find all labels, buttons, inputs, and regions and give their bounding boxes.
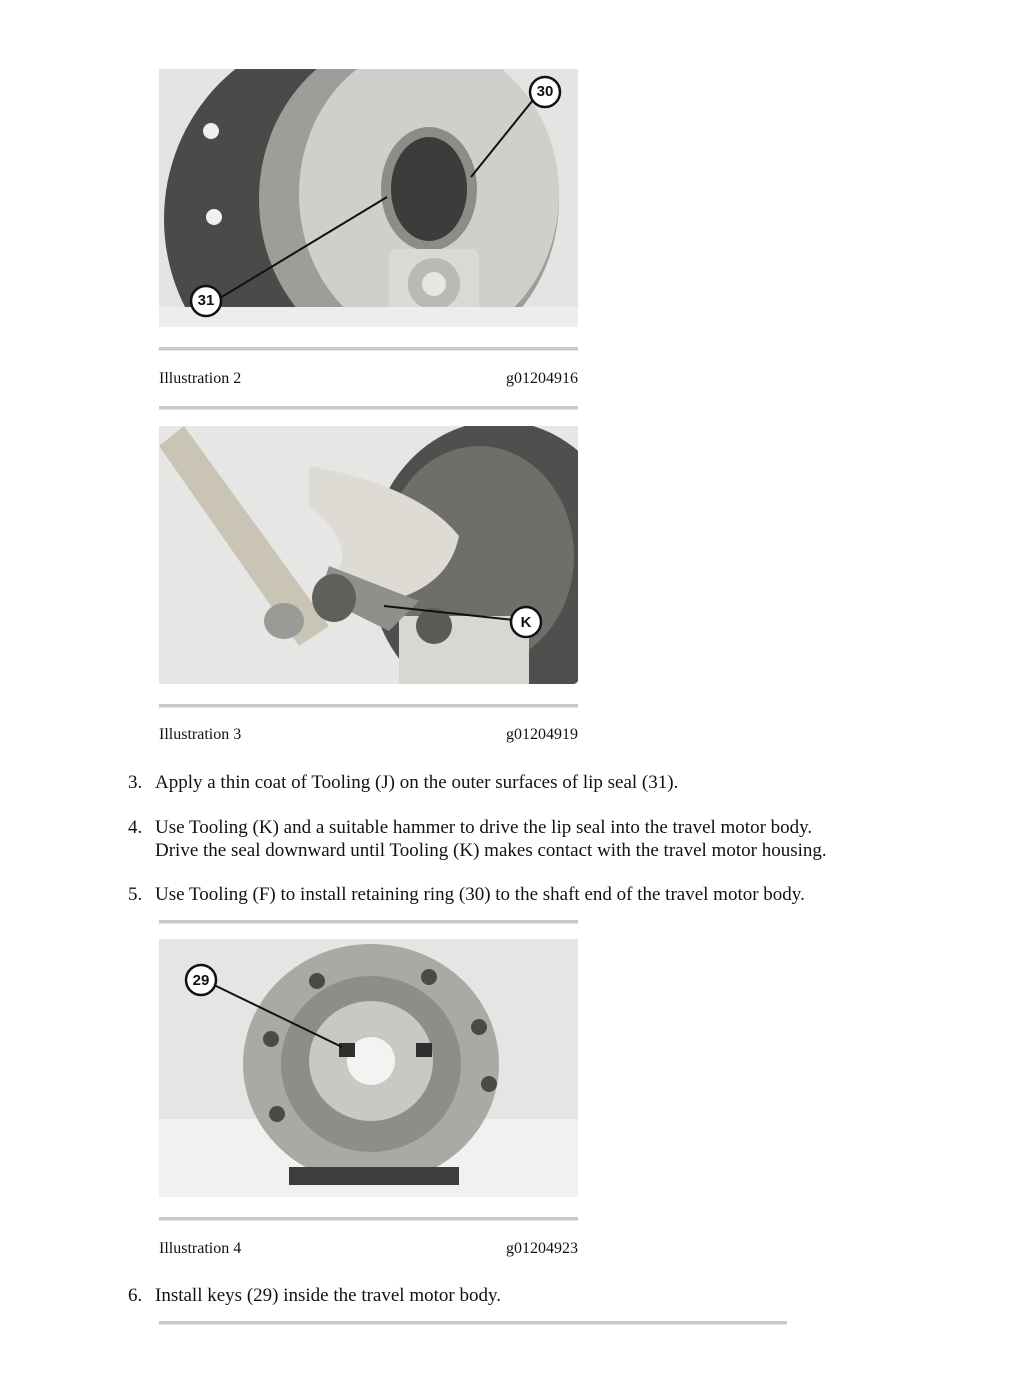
- step-number: 4.: [128, 817, 143, 838]
- caption-rule-top: [159, 1217, 578, 1221]
- caption-rule-top: [159, 920, 578, 924]
- section-end-rule: [159, 1321, 787, 1325]
- callout-29: 29: [192, 972, 210, 989]
- step-text: Use Tooling (F) to install retaining ring (30) to the shaft end of the travel motor body.: [155, 884, 805, 905]
- illustration-4-code: g01204923: [506, 1240, 578, 1257]
- illustration-2-label: Illustration 2: [159, 370, 242, 387]
- caption-rule-top: [159, 704, 578, 708]
- caption-rule-top: [159, 347, 578, 351]
- step-text: Apply a thin coat of Tooling (J) on the outer surfaces of lip seal (31).: [155, 772, 679, 793]
- step-text: Drive the seal downward until Tooling (K) makes contact with the travel motor housing.: [155, 840, 827, 861]
- illustration-3-photo: [159, 426, 578, 684]
- step-text: Install keys (29) inside the travel motor body.: [155, 1285, 501, 1306]
- step-number: 3.: [128, 772, 143, 793]
- illustration-3-code: g01204919: [506, 726, 578, 743]
- step-text: Use Tooling (K) and a suitable hammer to drive the lip seal into the travel motor body.: [155, 817, 813, 838]
- illustration-2-photo: [159, 69, 578, 327]
- illustration-2-code: g01204916: [506, 370, 578, 387]
- illustration-4-photo: [159, 939, 578, 1197]
- caption-rule-bottom: [159, 406, 578, 410]
- step-number: 6.: [128, 1285, 143, 1306]
- callout-31: 31: [197, 292, 215, 309]
- step-number: 5.: [128, 884, 143, 905]
- callout-30: 30: [536, 83, 554, 100]
- callout-k: K: [520, 614, 532, 631]
- illustration-3-label: Illustration 3: [159, 726, 242, 743]
- illustration-4-label: Illustration 4: [159, 1240, 242, 1257]
